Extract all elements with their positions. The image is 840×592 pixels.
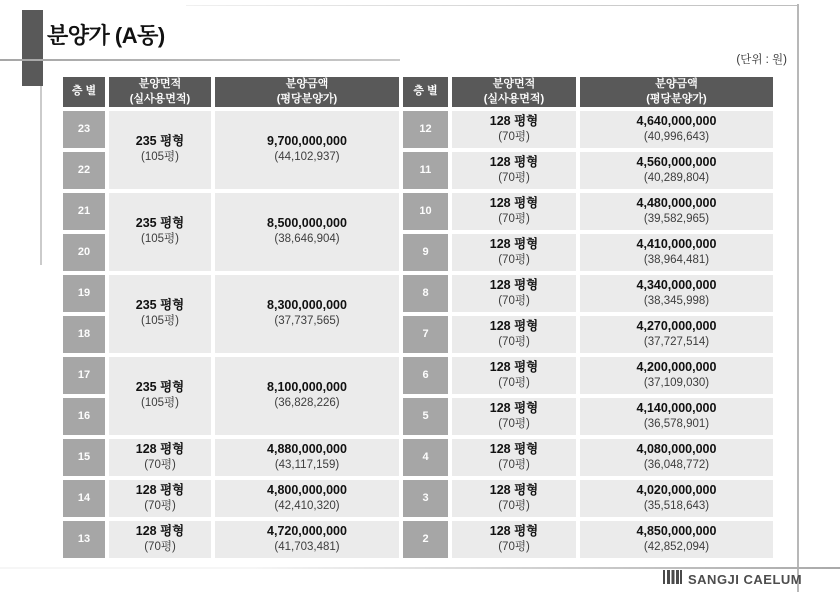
column-header-area: 분양면적 (실사용면적) — [109, 77, 211, 107]
price-cell: 4,140,000,000 (36,578,901) — [580, 398, 773, 435]
footer-line — [0, 567, 840, 569]
table-row — [63, 521, 399, 558]
floor-cell: 20 — [63, 234, 105, 271]
price-cell: 8,300,000,000 (37,737,565) — [215, 275, 399, 353]
column-header-floor: 층 별 — [63, 77, 105, 107]
table-row — [403, 357, 773, 394]
area-cell: 128 평형 (70평) — [452, 398, 576, 435]
price-cell: 4,800,000,000 (42,410,320) — [215, 480, 399, 517]
floor-cell: 23 — [63, 111, 105, 148]
table-row — [403, 275, 773, 312]
price-table-right — [399, 73, 777, 562]
area-cell: 128 평형 (70평) — [109, 439, 211, 476]
column-header-area: 분양면적 (실사용면적) — [452, 77, 576, 107]
price-cell: 8,100,000,000 (36,828,226) — [215, 357, 399, 435]
price-cell: 4,270,000,000 (37,727,514) — [580, 316, 773, 353]
footer-brand — [663, 570, 802, 589]
area-cell: 235 평형 (105평) — [109, 357, 211, 435]
brand-logo-icon — [663, 570, 682, 589]
floor-cell: 21 — [63, 193, 105, 230]
price-cell: 8,500,000,000 (38,646,904) — [215, 193, 399, 271]
table-row — [63, 480, 399, 517]
area-cell: 128 평형 (70평) — [452, 521, 576, 558]
floor-cell: 8 — [403, 275, 448, 312]
area-cell: 128 평형 (70평) — [452, 480, 576, 517]
area-cell: 235 평형 (105평) — [109, 275, 211, 353]
right-edge-line — [797, 4, 799, 592]
floor-cell: 16 — [63, 398, 105, 435]
table-row — [403, 398, 773, 435]
price-cell: 4,020,000,000 (35,518,643) — [580, 480, 773, 517]
title-accent-tail-line — [40, 86, 42, 265]
floor-cell: 13 — [63, 521, 105, 558]
table-row — [403, 439, 773, 476]
floor-cell: 6 — [403, 357, 448, 394]
price-table-left — [59, 73, 403, 562]
price-cell: 4,640,000,000 (40,996,643) — [580, 111, 773, 148]
floor-cell: 17 — [63, 357, 105, 394]
area-cell: 128 평형 (70평) — [452, 275, 576, 312]
area-cell: 128 평형 (70평) — [452, 193, 576, 230]
column-header-floor: 층 별 — [403, 77, 448, 107]
price-cell: 9,700,000,000 (44,102,937) — [215, 111, 399, 189]
floor-cell: 11 — [403, 152, 448, 189]
floor-cell: 22 — [63, 152, 105, 189]
table-row — [403, 193, 773, 230]
floor-cell: 9 — [403, 234, 448, 271]
column-header-price: 분양금액 (평당분양가) — [215, 77, 399, 107]
area-cell: 128 평형 (70평) — [109, 480, 211, 517]
area-cell: 128 평형 (70평) — [109, 521, 211, 558]
title-underline — [0, 59, 400, 61]
floor-cell: 12 — [403, 111, 448, 148]
floor-cell: 19 — [63, 275, 105, 312]
top-edge-line — [186, 5, 798, 6]
price-cell: 4,340,000,000 (38,345,998) — [580, 275, 773, 312]
floor-cell: 10 — [403, 193, 448, 230]
table-header-row — [63, 77, 399, 107]
table-row — [63, 193, 399, 230]
table-row — [403, 152, 773, 189]
area-cell: 128 평형 (70평) — [452, 152, 576, 189]
table-row — [403, 521, 773, 558]
price-cell: 4,560,000,000 (40,289,804) — [580, 152, 773, 189]
area-cell: 128 평형 (70평) — [452, 439, 576, 476]
area-cell: 128 평형 (70평) — [452, 316, 576, 353]
brand-name: SANGJI CAELUM — [688, 572, 803, 587]
floor-cell: 18 — [63, 316, 105, 353]
title-accent-bar — [22, 10, 43, 86]
table-header-row — [403, 77, 773, 107]
floor-cell: 15 — [63, 439, 105, 476]
table-row — [403, 316, 773, 353]
table-row — [63, 275, 399, 312]
floor-cell: 3 — [403, 480, 448, 517]
price-cell: 4,480,000,000 (39,582,965) — [580, 193, 773, 230]
price-cell: 4,410,000,000 (38,964,481) — [580, 234, 773, 271]
floor-cell: 7 — [403, 316, 448, 353]
price-cell: 4,850,000,000 (42,852,094) — [580, 521, 773, 558]
area-cell: 235 평형 (105평) — [109, 111, 211, 189]
price-cell: 4,080,000,000 (36,048,772) — [580, 439, 773, 476]
price-cell: 4,720,000,000 (41,703,481) — [215, 521, 399, 558]
price-cell: 4,200,000,000 (37,109,030) — [580, 357, 773, 394]
floor-cell: 14 — [63, 480, 105, 517]
area-cell: 128 평형 (70평) — [452, 357, 576, 394]
price-cell: 4,880,000,000 (43,117,159) — [215, 439, 399, 476]
table-row — [63, 111, 399, 148]
table-row — [403, 111, 773, 148]
page-title: 분양가 (A동) — [47, 23, 165, 48]
floor-cell: 2 — [403, 521, 448, 558]
column-header-price: 분양금액 (평당분양가) — [580, 77, 773, 107]
area-cell: 128 평형 (70평) — [452, 234, 576, 271]
table-row — [63, 357, 399, 394]
table-row — [63, 439, 399, 476]
area-cell: 235 평형 (105평) — [109, 193, 211, 271]
floor-cell: 4 — [403, 439, 448, 476]
area-cell: 128 평형 (70평) — [452, 111, 576, 148]
table-row — [403, 480, 773, 517]
unit-note: (단위 : 원) — [736, 54, 787, 66]
floor-cell: 5 — [403, 398, 448, 435]
table-row — [403, 234, 773, 271]
